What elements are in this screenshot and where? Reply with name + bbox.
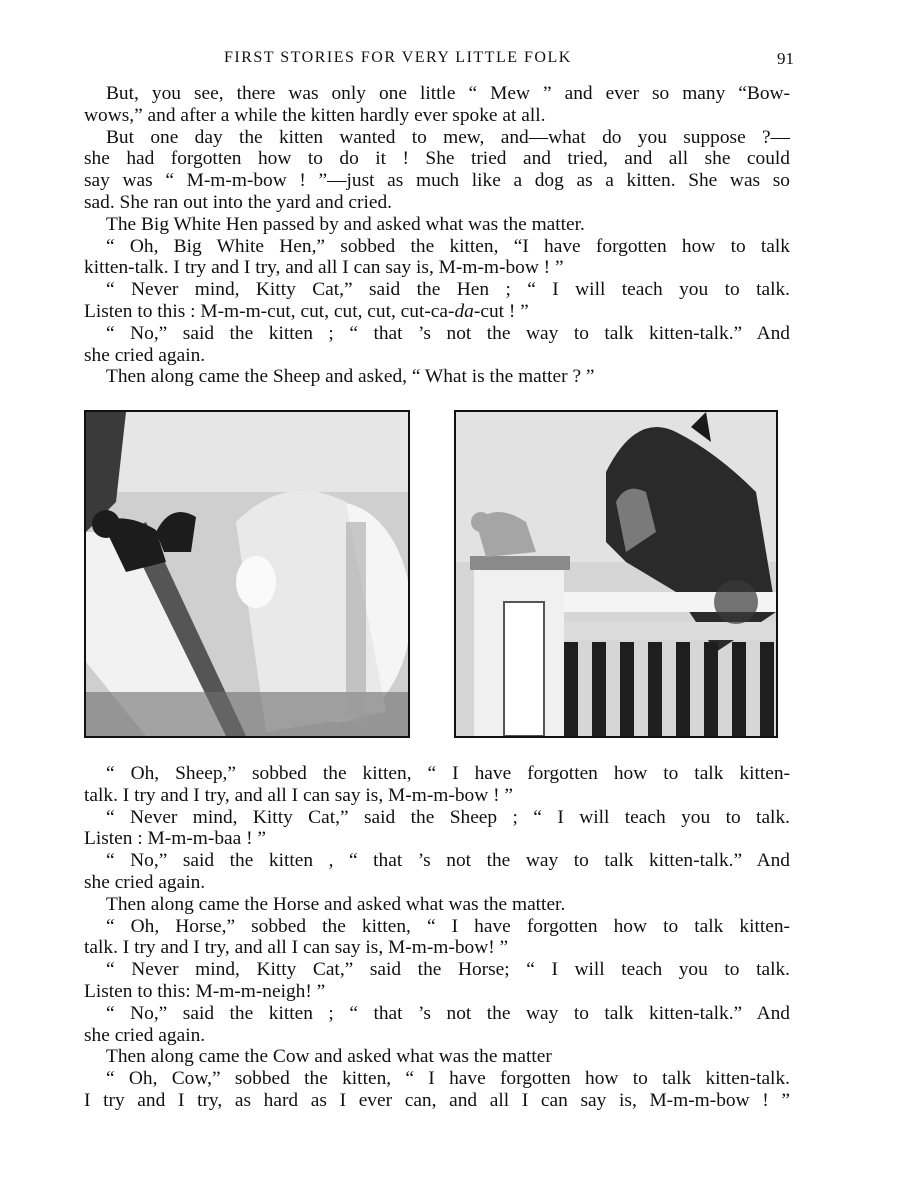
kitten-horse-photo	[456, 412, 776, 736]
illustration-kitten-sheep	[84, 410, 410, 738]
text-line: “ Never mind, Kitty Cat,” said the Sheep ; “ I will teach you to talk.	[106, 806, 790, 828]
text-line: wows,” and after a while the kitten hardly ever spoke at all.	[84, 104, 546, 126]
text-line: sad. She ran out into the yard and cried.	[84, 191, 393, 213]
text-line: Listen to this: M-m-m-neigh! ”	[84, 980, 326, 1002]
text-line: she cried again.	[84, 1024, 206, 1046]
text-line: “ No,” said the kitten ; “ that ’s not the way to talk kitten-talk.” And	[106, 1002, 790, 1024]
text-line: talk. I try and I try, and all I can say is, M-m-m-bow ! ”	[84, 784, 513, 806]
text-line: kitten-talk. I try and I try, and all I can say is, M-m-m-bow ! ”	[84, 257, 564, 279]
text-line: But, you see, there was only one little “ Mew ” and ever so many “Bow-	[106, 83, 790, 104]
page-number: 91	[777, 49, 794, 68]
story-text-upper	[84, 83, 790, 388]
text-line: “ Oh, Cow,” sobbed the kitten, “ I have forgotten how to talk kitten-talk.	[106, 1068, 790, 1090]
text-line: Listen : M-m-m-baa ! ”	[84, 828, 266, 850]
text-line: “ Never mind, Kitty Cat,” said the Horse; “ I will teach you to talk.	[106, 959, 790, 981]
text-line: she cried again.	[84, 344, 206, 366]
story-text-lower	[84, 763, 790, 1112]
text-line: “ Oh, Horse,” sobbed the kitten, “ I have forgotten how to talk kitten-	[106, 915, 790, 937]
running-header	[84, 49, 794, 73]
text-line: talk. I try and I try, and all I can say is, M-m-m-bow! ”	[84, 937, 509, 959]
illustration-kitten-horse	[454, 410, 778, 738]
text-line: Then along came the Horse and asked what was the matter.	[106, 893, 566, 915]
text-line: “ No,” said the kitten ; “ that ’s not the way to talk kitten-talk.” And	[106, 322, 790, 344]
text-line: say was “ M-m-m-bow ! ”—just as much like a dog as a kitten. She was so	[84, 170, 790, 192]
text-line: The Big White Hen passed by and asked what was the matter.	[106, 213, 585, 235]
running-title: FIRST STORIES FOR VERY LITTLE FOLK	[224, 49, 572, 66]
text-line: “ Oh, Sheep,” sobbed the kitten, “ I have forgotten how to talk kitten-	[106, 763, 790, 784]
text-line: “ Never mind, Kitty Cat,” said the Hen ; “ I will teach you to talk.	[106, 279, 790, 301]
text-line: she cried again.	[84, 871, 206, 893]
text-line: she had forgotten how to do it ! She tried and tried, and all she could	[84, 148, 790, 170]
text-line: Listen to this : M-m-m-cut, cut, cut, cut, cut-ca-da-cut ! ”	[84, 300, 529, 322]
text-line: “ Oh, Big White Hen,” sobbed the kitten, “I have forgotten how to talk	[106, 235, 790, 257]
kitten-sheep-photo	[86, 412, 408, 736]
text-line: But one day the kitten wanted to mew, and—what do you suppose ?—	[106, 126, 790, 148]
text-line: Then along came the Sheep and asked, “ What is the matter ? ”	[106, 366, 595, 388]
text-line: “ No,” said the kitten , “ that ’s not the way to talk kitten-talk.” And	[106, 850, 790, 872]
text-line: I try and I try, as hard as I ever can, and all I can say is, M-m-m-bow ! ”	[84, 1089, 790, 1111]
text-line: Then along came the Cow and asked what was the matter	[106, 1046, 552, 1068]
